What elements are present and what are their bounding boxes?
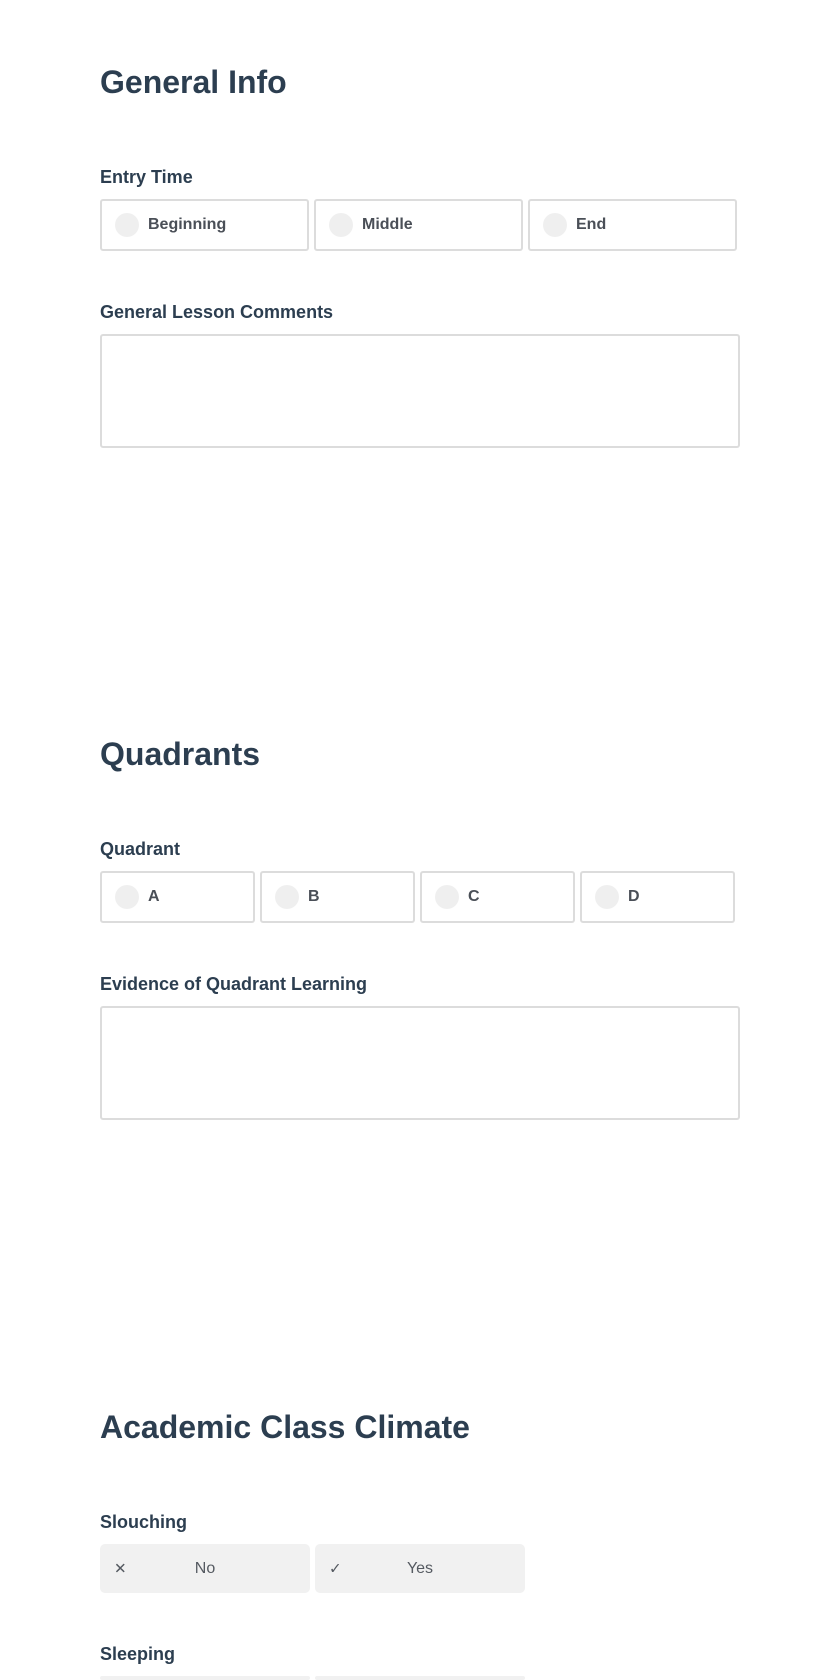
general-lesson-comments-input[interactable]: [100, 334, 740, 448]
entry-time-option-end[interactable]: [528, 199, 737, 251]
quadrant-options: [100, 871, 735, 923]
toggle-option-label: Yes: [406, 1559, 434, 1577]
sleeping-label: Sleeping: [100, 1644, 176, 1664]
evidence-of-quadrant-learning-input[interactable]: [100, 1006, 740, 1120]
x-icon: ✕: [114, 1560, 127, 1577]
radio-option-label: End: [576, 216, 607, 233]
radio-circle-icon: [435, 885, 459, 909]
evidence-of-quadrant-learning-label: Evidence of Quadrant Learning: [100, 974, 368, 994]
check-icon: ✓: [329, 1560, 342, 1577]
sleeping-yes-button[interactable]: [315, 1676, 525, 1680]
radio-circle-icon: [329, 213, 353, 237]
section-title-academic-class-climate: Academic Class Climate: [100, 1409, 470, 1445]
radio-option-label: Beginning: [148, 216, 227, 233]
radio-circle-icon: [543, 213, 567, 237]
radio-option-label: Middle: [362, 216, 413, 233]
radio-option-label: A: [148, 888, 160, 905]
sleeping-no-button[interactable]: [100, 1676, 310, 1680]
radio-option-label: C: [468, 888, 480, 905]
entry-time-option-middle[interactable]: [314, 199, 523, 251]
section-title-quadrants: Quadrants: [100, 736, 261, 772]
toggle-option-label: No: [194, 1559, 216, 1577]
entry-time-option-beginning[interactable]: [100, 199, 309, 251]
quadrant-option-a[interactable]: [100, 871, 255, 923]
radio-option-label: D: [628, 888, 640, 905]
quadrant-label: Quadrant: [100, 839, 181, 859]
slouching-label: Slouching: [100, 1512, 187, 1532]
entry-time-label: Entry Time: [100, 167, 193, 187]
radio-circle-icon: [115, 213, 139, 237]
quadrant-option-b[interactable]: [260, 871, 415, 923]
general-lesson-comments-label: General Lesson Comments: [100, 302, 334, 322]
entry-time-options: [100, 199, 737, 251]
quadrant-option-d[interactable]: [580, 871, 735, 923]
section-title-general-info: General Info: [100, 64, 287, 100]
slouching-options: [100, 1544, 525, 1593]
radio-option-label: B: [308, 888, 320, 905]
radio-circle-icon: [275, 885, 299, 909]
radio-circle-icon: [115, 885, 139, 909]
quadrant-option-c[interactable]: [420, 871, 575, 923]
slouching-no-button[interactable]: [100, 1544, 310, 1593]
slouching-yes-button[interactable]: [315, 1544, 525, 1593]
sleeping-options: [100, 1676, 525, 1680]
radio-circle-icon: [595, 885, 619, 909]
